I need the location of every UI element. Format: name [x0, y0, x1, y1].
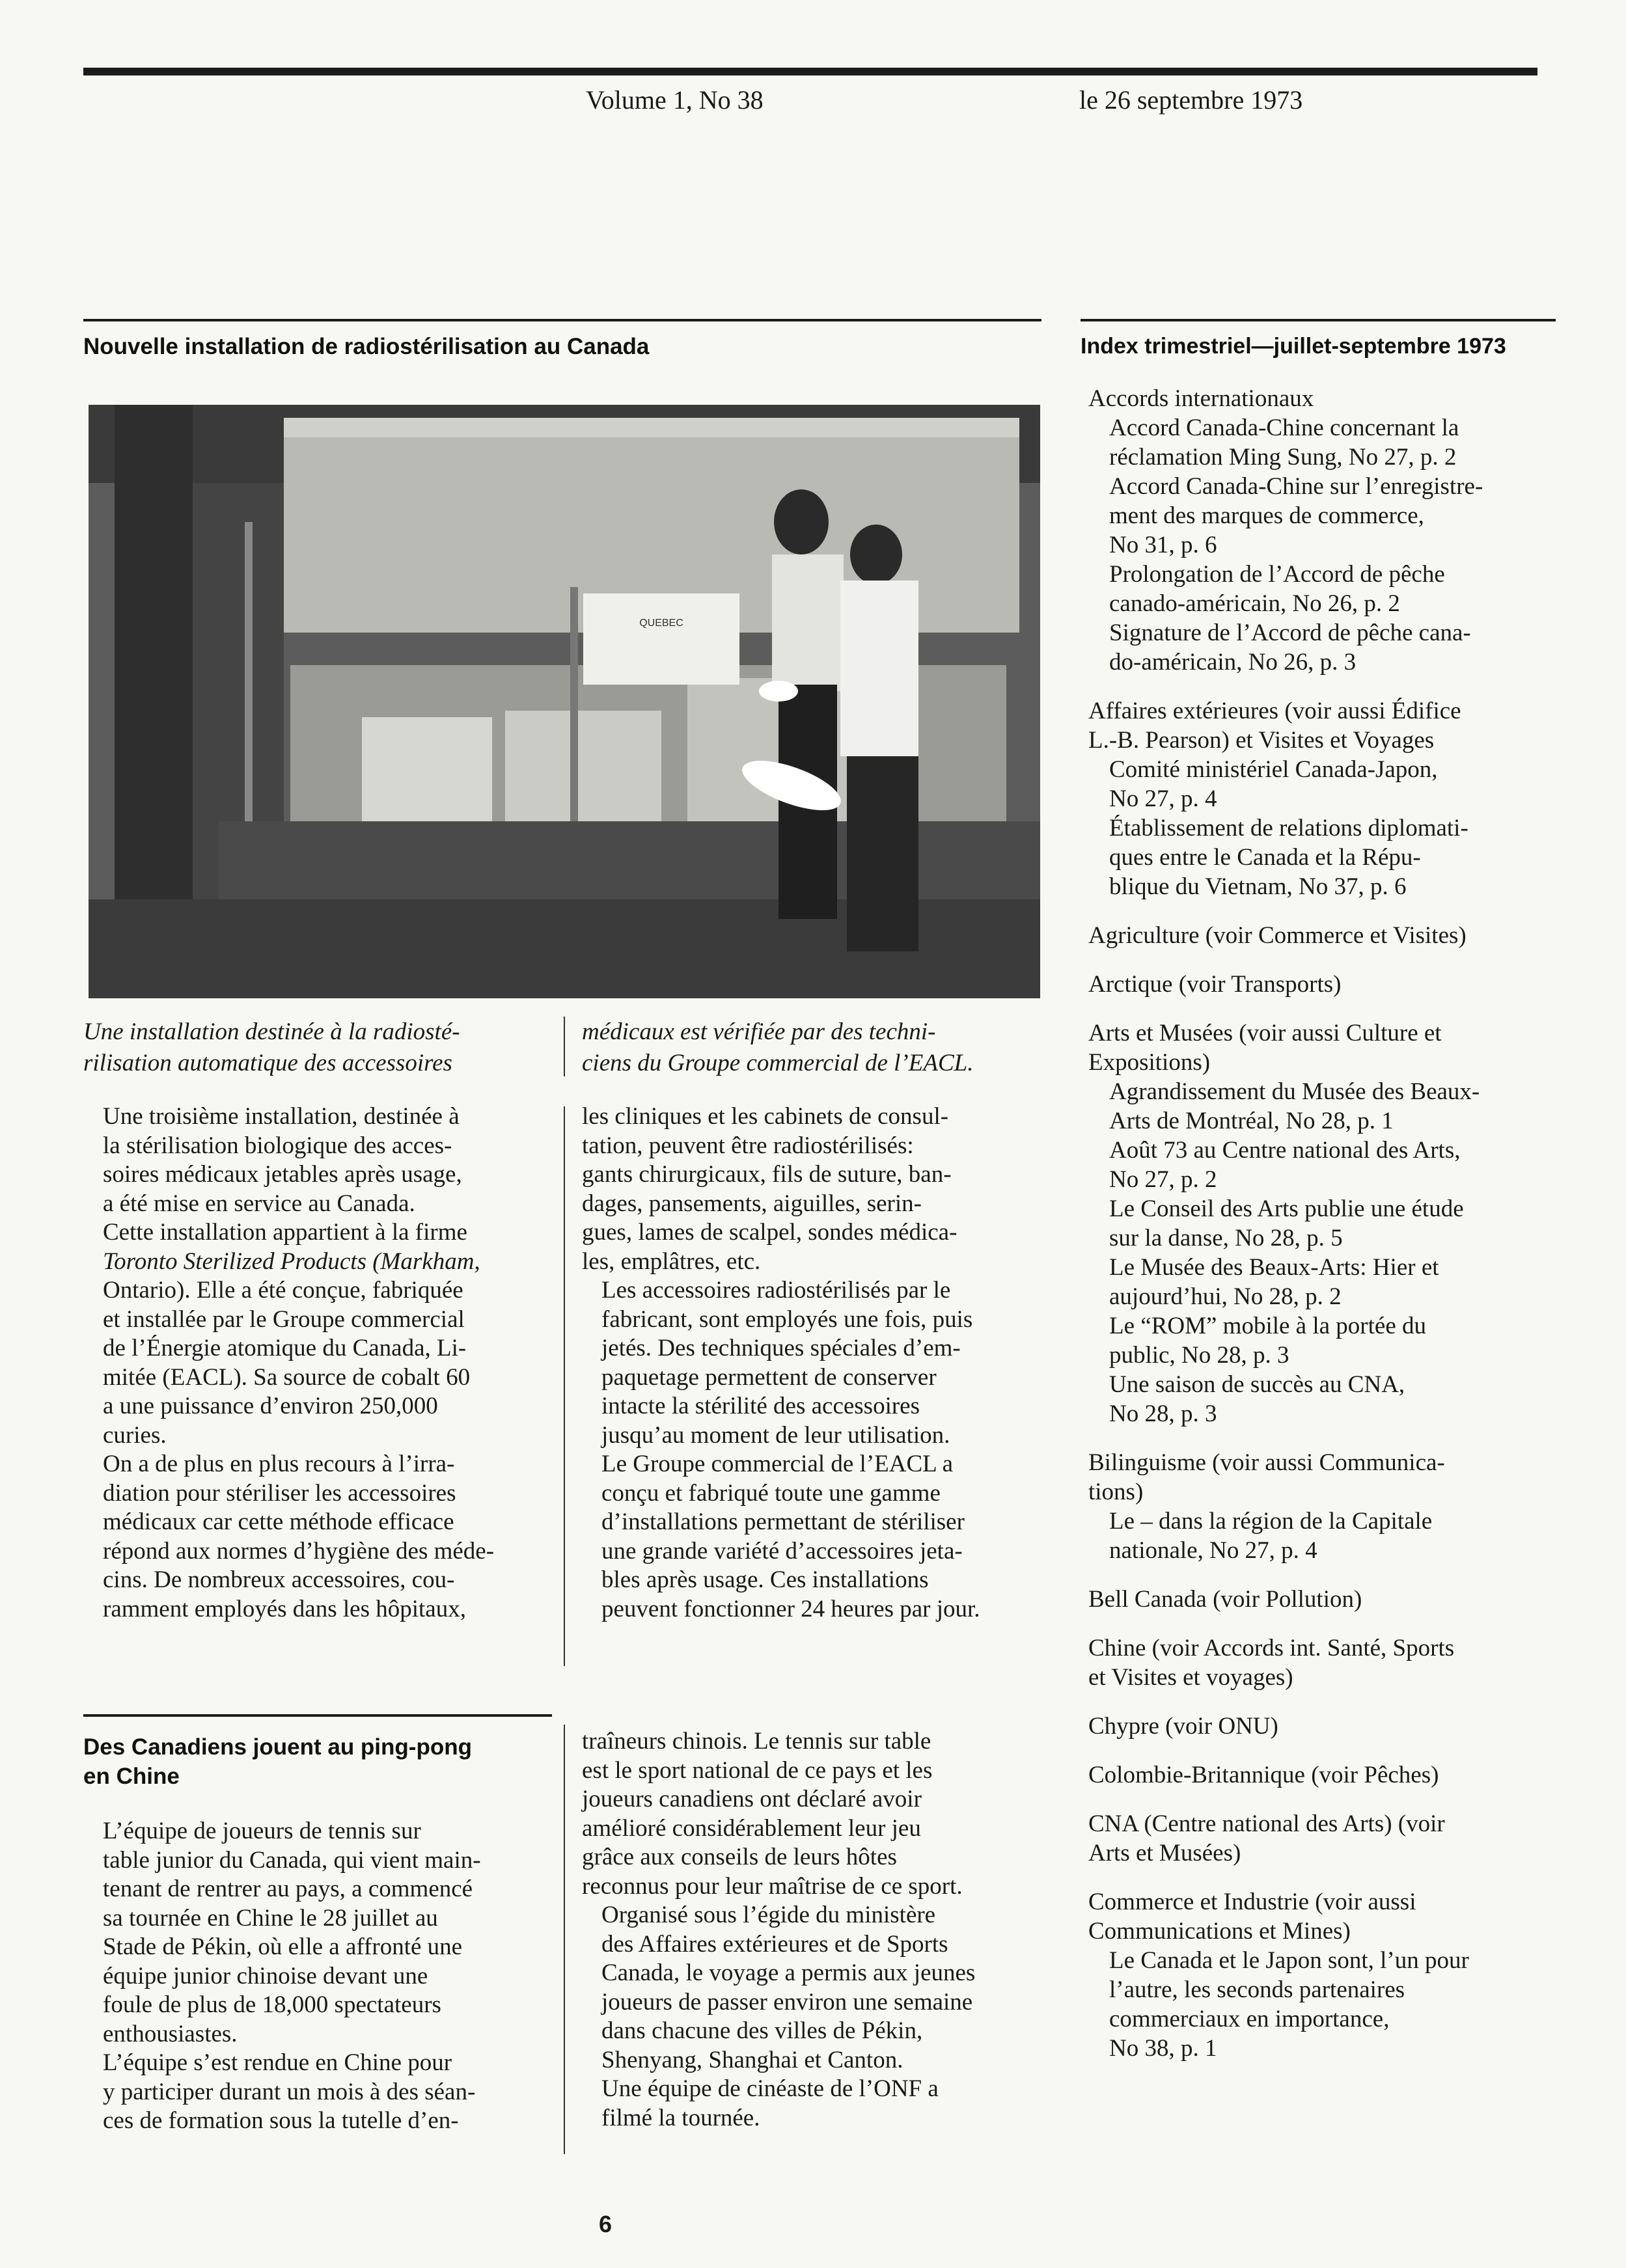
article2-column-1 [83, 1817, 552, 2136]
text-line: Shenyang, Shanghai et Canton. [601, 2046, 903, 2073]
text-line: cins. De nombreux accessoires, cou- [103, 1566, 455, 1593]
text-line: soires médicaux jetables après usage, [103, 1161, 462, 1188]
index-entry-heading: Expositions) [1088, 1049, 1211, 1076]
index-subentry [1088, 1311, 1583, 1370]
index-subentry [1088, 472, 1583, 560]
text-line: gues, lames de scalpel, sondes médica- [582, 1219, 958, 1246]
index-rule [1081, 319, 1556, 321]
index-entry [1088, 1585, 1583, 1614]
article1-rule [83, 319, 1041, 321]
index-subentry-line: ment des marques de commerce, [1109, 502, 1424, 529]
paragraph [83, 1817, 552, 2049]
index-subentry [1088, 1507, 1583, 1565]
index-entry-heading: L.-B. Pearson) et Visites et Voyages [1088, 727, 1435, 754]
index-entry [1088, 1018, 1583, 1428]
text-line: peuvent fonctionner 24 heures par jour. [601, 1595, 980, 1622]
text-line: ces de formation sous la tutelle d’en- [103, 2107, 459, 2134]
text-line: Le Groupe commercial de l’EACL a [601, 1451, 954, 1477]
text-line: enthousiastes. [103, 2020, 238, 2047]
index-entry [1088, 1448, 1583, 1565]
text-line: a été mise en service au Canada. [103, 1190, 415, 1217]
index-subentry-line: Le Musée des Beaux-Arts: Hier et [1109, 1254, 1439, 1281]
top-rule [83, 68, 1537, 75]
index-entry [1088, 1809, 1583, 1868]
index-subentry [1088, 413, 1583, 472]
text-line: équipe junior chinoise devant une [103, 1962, 428, 1989]
text-line: dans chacune des villes de Pékin, [601, 2017, 923, 2044]
index-entry-heading: Bell Canada (voir Pollution) [1088, 1586, 1362, 1613]
index-subentry-line: public, No 28, p. 3 [1109, 1342, 1289, 1369]
text-line: fabricant, sont employés une fois, puis [601, 1305, 973, 1333]
index-entry [1088, 1887, 1583, 2063]
text-line: conçu et fabriqué toute une gamme [601, 1479, 941, 1507]
index-subentry [1088, 1946, 1583, 2063]
index-subentry-line: No 38, p. 1 [1109, 2035, 1217, 2062]
index-subentry-line: Une saison de succès au CNA, [1109, 1371, 1405, 1398]
text-line: a une puissance d’environ 250,000 [103, 1393, 438, 1419]
index-subentry [1088, 618, 1583, 677]
paragraph [83, 1102, 552, 1218]
paragraph [582, 1276, 1051, 1450]
volume-label: Volume 1, No 38 [586, 85, 764, 115]
index-subentry-line: nationale, No 27, p. 4 [1109, 1537, 1317, 1564]
text-line: y participer durant un mois à des séan- [103, 2078, 476, 2105]
photo-caption-right [582, 1017, 1051, 1079]
text-line: est le sport national de ce pays et les [582, 1756, 933, 1784]
paragraph [582, 1901, 1051, 2075]
text-line: Canada, le voyage a permis aux jeunes [601, 1960, 976, 1986]
column-divider [564, 1725, 565, 2154]
index-subentry-line: Établissement de relations diplomati- [1109, 815, 1468, 841]
index-subentry-line: commerciaux en importance, [1109, 2006, 1390, 2032]
text-line: Stade de Pékin, où elle a affronté une [103, 1933, 463, 1960]
index-subentry [1088, 1253, 1583, 1311]
text-line: curies. [103, 1421, 167, 1449]
index-list [1088, 384, 1583, 2083]
text-line: jetés. Des techniques spéciales d’em- [601, 1335, 961, 1361]
index-subentry [1088, 560, 1583, 618]
index-subentry [1088, 1194, 1583, 1253]
text-line: table junior du Canada, qui vient main- [103, 1846, 481, 1874]
text-line: des Affaires extérieures et de Sports [601, 1930, 948, 1958]
index-entry-heading: Affaires extérieures (voir aussi Édifice [1088, 698, 1461, 724]
text-line: joueurs de passer environ une semaine [601, 1988, 973, 2015]
index-entry-heading: Commerce et Industrie (voir aussi [1088, 1889, 1416, 1915]
text-line: gants chirurgicaux, fils de suture, ban- [582, 1161, 952, 1188]
index-subentry-line: blique du Vietnam, No 37, p. 6 [1109, 873, 1407, 900]
index-subentry-line: sur la danse, No 28, p. 5 [1109, 1225, 1343, 1251]
index-subentry [1088, 1136, 1583, 1194]
page-number: 6 [599, 2211, 613, 2237]
index-subentry [1088, 813, 1583, 901]
index-entry-heading: Arts et Musées (voir aussi Culture et [1088, 1020, 1442, 1046]
text-line: jusqu’au moment de leur utilisation. [601, 1421, 950, 1449]
text-line: d’installations permettant de stériliser [601, 1509, 965, 1535]
text-line: tenant de rentrer au pays, a commencé [103, 1876, 473, 1902]
index-entry-heading: et Visites et voyages) [1088, 1664, 1293, 1691]
text-line: Une équipe de cinéaste de l’ONF a [601, 2075, 939, 2102]
caption-line: ciens du Groupe commercial de l’EACL. [582, 1050, 974, 1076]
index-subentry-line: Le – dans la région de la Capitale [1109, 1508, 1433, 1535]
column-divider [564, 1106, 565, 1666]
text-line: ramment employés dans les hôpitaux, [103, 1595, 466, 1622]
text-line: bles après usage. Ces installations [601, 1566, 929, 1593]
paragraph [582, 1450, 1051, 1624]
paragraph [582, 1102, 1051, 1276]
paragraph [83, 1450, 552, 1624]
text-line: On a de plus en plus recours à l’irra- [103, 1451, 455, 1477]
title-line: en Chine [83, 1764, 180, 1789]
index-entry [1088, 970, 1583, 999]
index-subentry [1088, 1370, 1583, 1428]
paragraph [83, 1218, 552, 1450]
index-subentry-line: Arts de Montréal, No 28, p. 1 [1109, 1108, 1394, 1134]
text-line: Une troisième installation, destinée à [103, 1103, 460, 1130]
issue-date: le 26 septembre 1973 [1079, 85, 1303, 115]
index-entry-heading: Chypre (voir ONU) [1088, 1713, 1278, 1740]
text-line: répond aux normes d’hygiène des méde- [103, 1537, 495, 1564]
text-line: la stérilisation biologique des acces- [103, 1132, 452, 1159]
index-subentry-line: Août 73 au Centre national des Arts, [1109, 1137, 1461, 1164]
index-subentry-line: Le Canada et le Japon sont, l’un pour [1109, 1947, 1469, 1974]
text-line: une grande variété d’accessoires jeta- [601, 1537, 963, 1564]
index-entry-heading: Arctique (voir Transports) [1088, 971, 1342, 998]
photo-caption-left [83, 1017, 552, 1079]
caption-line: Une installation destinée à la radiosté- [83, 1018, 460, 1045]
index-subentry-line: Accord Canada-Chine sur l’enregistre- [1109, 473, 1483, 500]
paragraph [83, 2049, 552, 2136]
index-entry-heading: Accords internationaux [1088, 385, 1314, 412]
index-entry [1088, 696, 1583, 901]
index-entry-heading: Communications et Mines) [1088, 1918, 1351, 1945]
index-subentry-line: l’autre, les seconds partenaires [1109, 1976, 1405, 2003]
text-line: sa tournée en Chine le 28 juillet au [103, 1904, 438, 1932]
caption-line: rilisation automatique des accessoires [83, 1050, 452, 1076]
index-entry [1088, 1760, 1583, 1790]
text-line: et installée par le Groupe commercial [103, 1305, 465, 1333]
article1-column-1 [83, 1102, 552, 1624]
index-entry-heading: tions) [1088, 1479, 1144, 1505]
photo-sign-text: QUEBEC [639, 618, 683, 629]
photo-illustration [89, 405, 1040, 998]
index-subentry-line: Signature de l’Accord de pêche cana- [1109, 620, 1471, 646]
text-line: Toronto Sterilized Products (Markham, [103, 1248, 480, 1275]
text-line: Ontario). Elle a été conçue, fabriquée [103, 1277, 463, 1304]
index-subentry [1088, 1077, 1583, 1136]
index-entry-heading: Arts et Musées) [1088, 1840, 1241, 1866]
index-subentry-line: do-américain, No 26, p. 3 [1109, 649, 1357, 676]
index-subentry-line: No 31, p. 6 [1109, 532, 1217, 558]
text-line: les cliniques et les cabinets de consul- [582, 1103, 949, 1130]
index-subentry-line: Le “ROM” mobile à la portée du [1109, 1313, 1426, 1339]
text-line: amélioré considérablement leur jeu [582, 1814, 921, 1842]
index-subentry-line: Accord Canada-Chine concernant la [1109, 415, 1459, 441]
text-line: Les accessoires radiostérilisés par le [601, 1277, 951, 1304]
index-entry-heading: Colombie-Britannique (voir Pêches) [1088, 1762, 1439, 1788]
index-entry [1088, 921, 1583, 950]
index-entry [1088, 1712, 1583, 1741]
text-line: joueurs canadiens ont déclaré avoir [582, 1786, 922, 1812]
index-subentry-line: Le Conseil des Arts publie une étude [1109, 1195, 1464, 1222]
text-line: foule de plus de 18,000 spectateurs [103, 1991, 441, 2018]
text-line: intacte la stérilité des accessoires [601, 1393, 920, 1419]
index-subentry-line: canado-américain, No 26, p. 2 [1109, 590, 1400, 617]
index-entry-heading: Chine (voir Accords int. Santé, Sports [1088, 1635, 1455, 1661]
text-line: Cette installation appartient à la firme [103, 1219, 467, 1246]
index-subentry-line: réclamation Ming Sung, No 27, p. 2 [1109, 444, 1457, 471]
index-subentry [1088, 755, 1583, 813]
text-line: grâce aux conseils de leurs hôtes [582, 1844, 897, 1870]
text-line: mitée (EACL). Sa source de cobalt 60 [103, 1363, 471, 1391]
text-line: traîneurs chinois. Le tennis sur table [582, 1728, 931, 1755]
text-line: filmé la tournée. [601, 2104, 760, 2131]
index-entry [1088, 1633, 1583, 1692]
index-subentry-line: No 27, p. 2 [1109, 1166, 1217, 1193]
article2-title [83, 1732, 552, 1791]
index-subentry-line: No 28, p. 3 [1109, 1400, 1217, 1427]
article1-column-2 [582, 1102, 1051, 1624]
index-subentry-line: Agrandissement du Musée des Beaux- [1109, 1078, 1480, 1105]
text-line: tation, peuvent être radiostérilisés: [582, 1132, 914, 1159]
text-line: paquetage permettent de conserver [601, 1363, 937, 1391]
text-line: L’équipe s’est rendue en Chine pour [103, 2049, 452, 2076]
article2-column-2 [582, 1727, 1051, 2133]
index-subentry-line: aujourd’hui, No 28, p. 2 [1109, 1283, 1342, 1310]
index-subentry-line: Comité ministériel Canada-Japon, [1109, 756, 1438, 783]
text-line: diation pour stériliser les accessoires [103, 1479, 456, 1507]
caption-divider [564, 1017, 565, 1076]
article2-rule [83, 1714, 552, 1717]
text-line: de l’Énergie atomique du Canada, Li- [103, 1335, 467, 1361]
index-entry-heading: Agriculture (voir Commerce et Visites) [1088, 922, 1467, 949]
title-line: Des Canadiens jouent au ping-pong [83, 1734, 472, 1760]
caption-line: médicaux est vérifiée par des techni- [582, 1018, 936, 1045]
text-line: reconnus pour leur maîtrise de ce sport. [582, 1872, 963, 1900]
text-line: dages, pansements, aiguilles, serin- [582, 1190, 922, 1217]
index-entry-heading: Bilinguisme (voir aussi Communica- [1088, 1449, 1445, 1476]
article-photo [89, 405, 1040, 998]
index-entry-heading: CNA (Centre national des Arts) (voir [1088, 1810, 1445, 1837]
index-subentry-line: ques entre le Canada et la Répu- [1109, 844, 1421, 871]
text-line: L’équipe de joueurs de tennis sur [103, 1818, 421, 1844]
index-entry [1088, 384, 1583, 677]
index-title: Index trimestriel—juillet-septembre 1973 [1081, 334, 1506, 359]
text-line: médicaux car cette méthode efficace [103, 1509, 454, 1535]
paragraph [582, 1727, 1051, 1901]
paragraph [582, 2075, 1051, 2133]
article1-title: Nouvelle installation de radiostérilisation au Canada [83, 334, 650, 359]
text-line: Organisé sous l’égide du ministère [601, 1902, 936, 1928]
index-subentry-line: No 27, p. 4 [1109, 786, 1217, 812]
text-line: les, emplâtres, etc. [582, 1248, 761, 1275]
index-subentry-line: Prolongation de l’Accord de pêche [1109, 561, 1445, 588]
